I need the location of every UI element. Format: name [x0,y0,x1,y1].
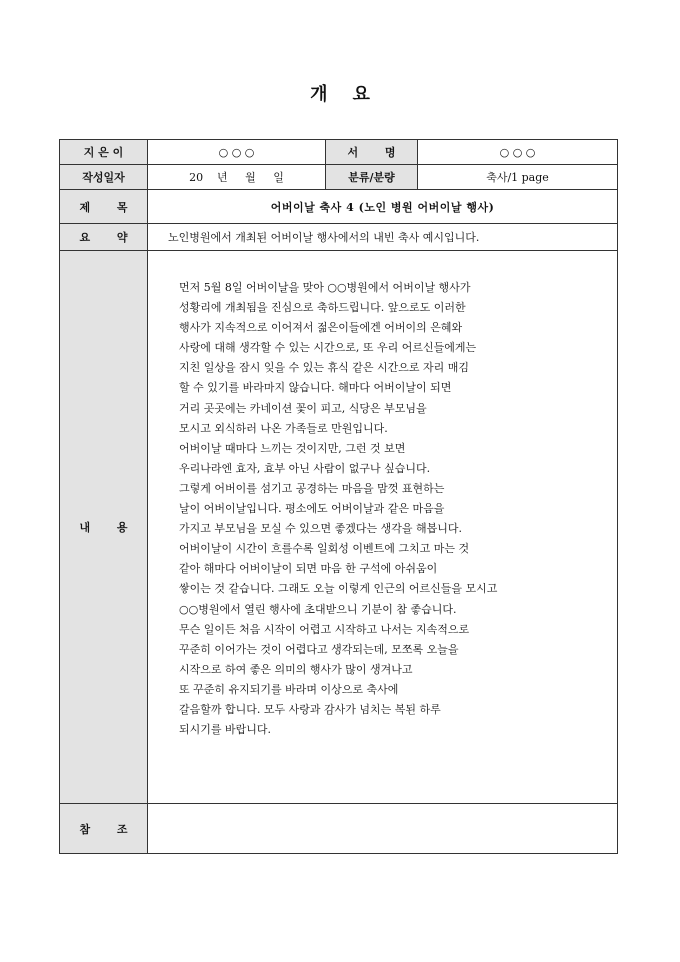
content-line: 거리 곳곳에는 카네이션 꽃이 피고, 식당은 부모님을 [179,401,427,415]
content-line: 사랑에 대해 생각할 수 있는 시간으로, 또 우리 어르신들에게는 [179,341,477,355]
content-line: 또 꾸준히 유지되기를 바라며 이상으로 축사에 [179,682,399,696]
content-line: 같아 해마다 어버이날이 되면 마음 한 구석에 아쉬움이 [179,562,438,576]
content-line: 지친 일상을 잠시 잊을 수 있는 휴식 같은 시간으로 자리 매김 [179,361,469,375]
subject-label: 제 목 [60,190,148,224]
content-line: 갈음할까 합니다. 모두 사랑과 감사가 넘치는 복된 하루 [179,702,441,716]
subject-row [60,190,618,224]
content-line: 시작으로 하여 좋은 의미의 행사가 많이 생겨나고 [179,662,413,676]
content-line: 우리나라엔 효자, 효부 아닌 사람이 없구나 싶습니다. [179,461,431,475]
content-line: 할 수 있기를 바라마지 않습니다. 해마다 어버이날이 되면 [179,381,452,395]
reference-row [60,804,618,854]
page-title [0,80,680,106]
content-body [148,251,617,740]
content-cell [148,251,618,804]
author-row [60,140,618,165]
content-line: ○○병원에서 열린 행사에 초대받으니 기분이 참 좋습니다. [179,602,457,616]
content-line: 되시기를 바랍니다. [179,723,272,737]
content-line: 날이 어버이날입니다. 평소에도 어버이날과 같은 마음을 [179,502,445,516]
date-value: 20 년 월 일 [148,165,326,190]
subject-value: 어버이날 축사 4 (노인 병원 어버이날 행사) [148,190,618,224]
content-line: 먼저 5월 8일 어버이날을 맞아 ○○병원에서 어버이날 행사가 [179,281,471,294]
book-title-value: ○ ○ ○ [418,140,618,165]
content-line: 모시고 외식하러 나온 가족들로 만원입니다. [179,421,388,435]
author-value: ○ ○ ○ [148,140,326,165]
content-line: 무슨 일이든 처음 시작이 어렵고 시작하고 나서는 지속적으로 [179,622,470,636]
author-label: 지 은 이 [60,140,148,165]
summary-value: 노인병원에서 개최된 어버이날 행사에서의 내빈 축사 예시입니다. [148,224,618,251]
content-label: 내 용 [60,251,148,804]
reference-label: 참 조 [60,804,148,854]
summary-label: 요 약 [60,224,148,251]
content-line: 어버이날이 시간이 흐를수록 일회성 이벤트에 그치고 마는 것 [179,542,470,556]
category-label: 분류/분량 [326,165,418,190]
content-line: 그렇게 어버이를 섬기고 공경하는 마음을 맘껏 표현하는 [179,481,445,495]
category-value: 축사/1 page [418,165,618,190]
reference-value [148,804,618,854]
content-line: 행사가 지속적으로 이어져서 젊은이들에겐 어버이의 은혜와 [179,321,463,335]
content-line: 어버이날 때마다 느끼는 것이지만, 그런 것 보면 [179,441,406,455]
content-line: 가지고 부모님을 모실 수 있으면 좋겠다는 생각을 해봅니다. [179,522,462,536]
content-line: 꾸준히 이어가는 것이 어렵다고 생각되는데, 모쪼록 오늘을 [179,642,459,656]
content-line: 쌓이는 것 같습니다. 그래도 오늘 이렇게 인근의 어르신들을 모시고 [179,582,498,596]
book-title-label: 서 명 [326,140,418,165]
date-label: 작성일자 [60,165,148,190]
summary-row [60,224,618,251]
content-line: 성황리에 개최됨을 진심으로 축하드립니다. 앞으로도 이러한 [179,301,466,315]
date-row [60,165,618,190]
page-title-text: 개 요 [310,84,370,105]
content-row [60,251,618,804]
summary-form-table [59,139,618,854]
